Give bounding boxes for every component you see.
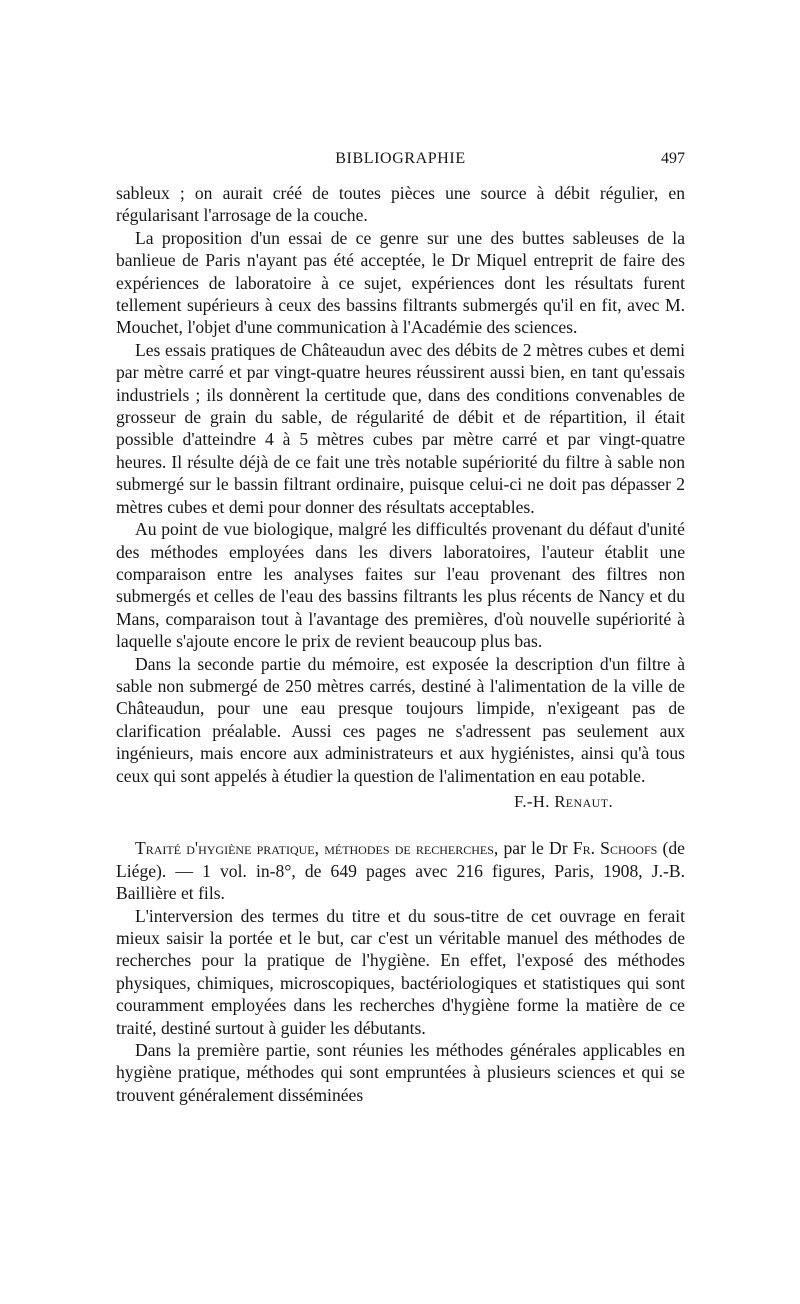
- book-author: Fr. Schoofs: [572, 838, 658, 859]
- page-number: 497: [661, 150, 685, 167]
- paragraph: La proposition d'un essai de ce genre sur une des buttes sableuses de la banlieue de Paris n'ayant pas été acceptée, le Dr Miquel entreprit de faire des expériences de laboratoire à ce sujet, expériences dont les résultats furent tellement supérieurs à ceux des bassins filtrants submergés qu'il en fit, avec M. Mouchet, l'objet d'une communication à l'Académie des sciences.: [116, 227, 685, 338]
- paragraph: Dans la seconde partie du mémoire, est exposée la description d'un filtre à sable non submergé de 250 mètres carrés, destiné à l'alimentation de la ville de Châteaudun, pour une eau presque toujours limpide, n'exigeant pas de clarification préalable. Aussi ces pages ne s'adressent pas seulement aux ingénieurs, mais encore aux administrateurs et aux hygiénistes, ainsi qu'à tous ceux qui sont appelés à étudier la question de l'alimentation en eau potable.: [116, 653, 685, 786]
- paragraph: sableux ; on aurait créé de toutes pièces une source à débit régulier, en régularisant l'arrosage de la couche.: [116, 183, 685, 226]
- paragraph: Au point de vue biologique, malgré les difficultés provenant du défaut d'unité des méthodes employées dans les divers laboratoires, l'auteur établit une comparaison entre les analyses faites sur l'eau provenant des filtres non submergés et celles de l'eau des bassins filtrants les plus récents de Nancy et du Mans, comparaison tout à l'avantage des premières, d'où nouvelle supériorité à laquelle s'ajoute encore le prix de revient beaucoup plus bas.: [116, 519, 685, 652]
- author-prefix: par le Dr: [503, 838, 568, 859]
- running-title: BIBLIOGRAPHIE: [335, 150, 466, 167]
- book-title: Traité d'hygiène pratique, méthodes de recherches,: [135, 838, 499, 859]
- review-heading: [116, 837, 685, 904]
- paragraph: L'interversion des termes du titre et du sous-titre de cet ouvrage en ferait mieux saisir la portée et le but, car c'est un véritable manuel des méthodes de recherches pour la pratique de l'hygiène. En effet, l'exposé des méthodes physiques, chimiques, microscopiques, bactériologiques et statistiques qui sont couramment employées dans les recherches d'hygiène forme la matière de ce traité, destiné surtout à guider les débutants.: [116, 905, 685, 1038]
- paragraph: Dans la première partie, sont réunies les méthodes générales applicables en hygiène pratique, méthodes qui sont empruntées à plusieurs sciences et qui se trouvent généralement disséminées: [116, 1040, 685, 1105]
- publication-details: (de Liége). — 1 vol. in-8°, de 649 pages avec 216 figures, Paris, 1908, J.-B. Baillière et fils.: [116, 838, 685, 904]
- running-header: [116, 148, 685, 170]
- document-page: [116, 148, 685, 1106]
- reviewer-signature: F.-H. Renaut.: [514, 791, 613, 811]
- paragraph: Les essais pratiques de Châteaudun avec des débits de 2 mètres cubes et demi par mètre carré et par vingt-quatre heures réussirent aussi bien, en tant qu'essais industriels ; ils donnèrent la certitude que, dans des conditions convenables de grosseur de grain du sable, de régularité de débit et de répartition, il était possible d'atteindre 4 à 5 mètres cubes par mètre carré et par vingt-quatre heures. Il résulte déjà de ce fait une très notable supériorité du filtre à sable non submergé sur le bassin filtrant ordinaire, puisque celui-ci ne doit pas dépasser 2 mètres cubes et demi pour donner des résultats acceptables.: [116, 339, 685, 517]
